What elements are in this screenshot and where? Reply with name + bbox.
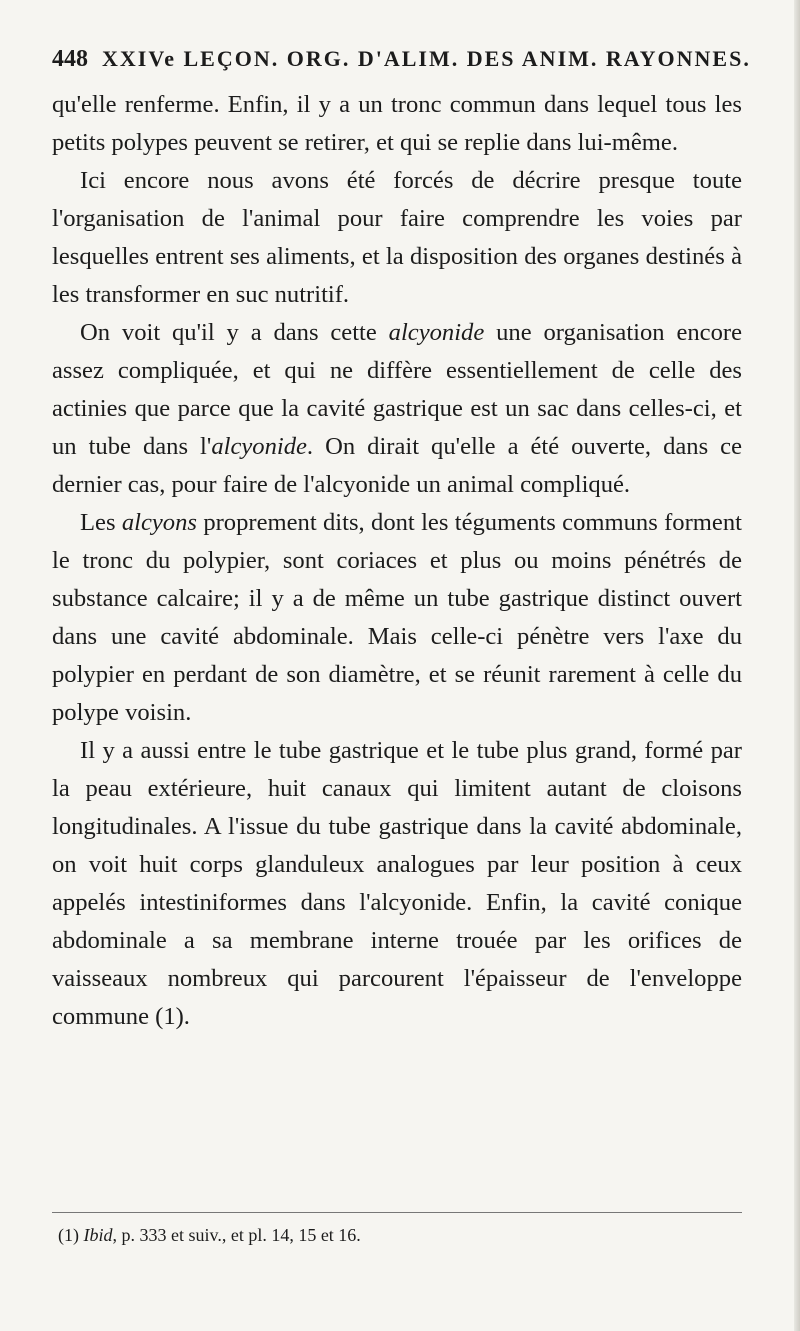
- paragraph-4: [52, 504, 742, 732]
- footnote: [58, 1222, 748, 1248]
- running-title: XXIVe LEÇON. ORG. D'ALIM. DES ANIM. RAYONNES.: [102, 46, 751, 71]
- footnote-reference: , p. 333 et suiv., et pl. 14, 15 et 16.: [112, 1225, 361, 1245]
- term-alcyonide: alcyonide: [388, 319, 485, 346]
- footnote-marker: (1): [58, 1225, 84, 1245]
- paragraph-1: qu'elle renferme. Enfin, il y a un tronc commun dans lequel tous les petits polypes peuvent se retirer, et qui se replie dans lui-même.: [52, 91, 742, 156]
- paragraph-4-part-b: proprement dits, dont les téguments communs forment le tronc du polypier, sont coriaces et plus ou moins pénétrés de substance calcaire; il y a de même un tube gastrique distinct ouvert dans une cavité abdominale. Mais celle-ci pénètre vers l'axe du polypier en perdant de son diamètre, et se réunit rarement à celle du polype voisin.: [52, 509, 742, 726]
- paragraph-3-part-c: . On dirait qu'elle a été ouverte, dans ce dernier cas, pour faire de l'alcyonide un animal compliqué.: [52, 433, 742, 498]
- page-number: 448: [52, 46, 88, 72]
- paragraph-3: [52, 314, 742, 504]
- footnote-rule: [52, 1212, 742, 1213]
- footnote-ibid: Ibid: [83, 1225, 113, 1245]
- page-edge: [794, 0, 800, 1331]
- paragraph-5: Il y a aussi entre le tube gastrique et le tube plus grand, formé par la peau extérieure, huit canaux qui limitent autant de cloisons longitudinales. A l'issue du tube gastrique dans la cavité abdominale, on voit huit corps glanduleux analogues par leur position à ceux appelés intestiniformes dans l'alcyonide. Enfin, la cavité conique abdominale a sa membrane interne trouée par les orifices de vaisseaux nombreux qui parcourent l'épaisseur de l'enveloppe commune (1).: [52, 737, 742, 1030]
- term-alcyonide-2: alcyonide: [211, 433, 307, 460]
- paragraph-3-part-b: une organisation encore assez compliquée, et qui ne diffère essentiellement de celle des actinies que parce que la cavité gastrique est un sac dans celles-ci, et un tube dans l': [52, 319, 742, 460]
- paragraph-4-part-a: Les: [80, 509, 122, 536]
- paragraph-2: Ici encore nous avons été forcés de décrire presque toute l'organisation de l'animal pour faire comprendre les voies par lesquelles entrent ses aliments, et la disposition des organes destinés à les transformer en suc nutritif.: [52, 167, 742, 308]
- term-alcyons: alcyons: [121, 509, 197, 536]
- body-text: [52, 86, 742, 1036]
- paragraph-3-part-a: On voit qu'il y a dans cette: [80, 319, 389, 346]
- running-header: [52, 46, 752, 73]
